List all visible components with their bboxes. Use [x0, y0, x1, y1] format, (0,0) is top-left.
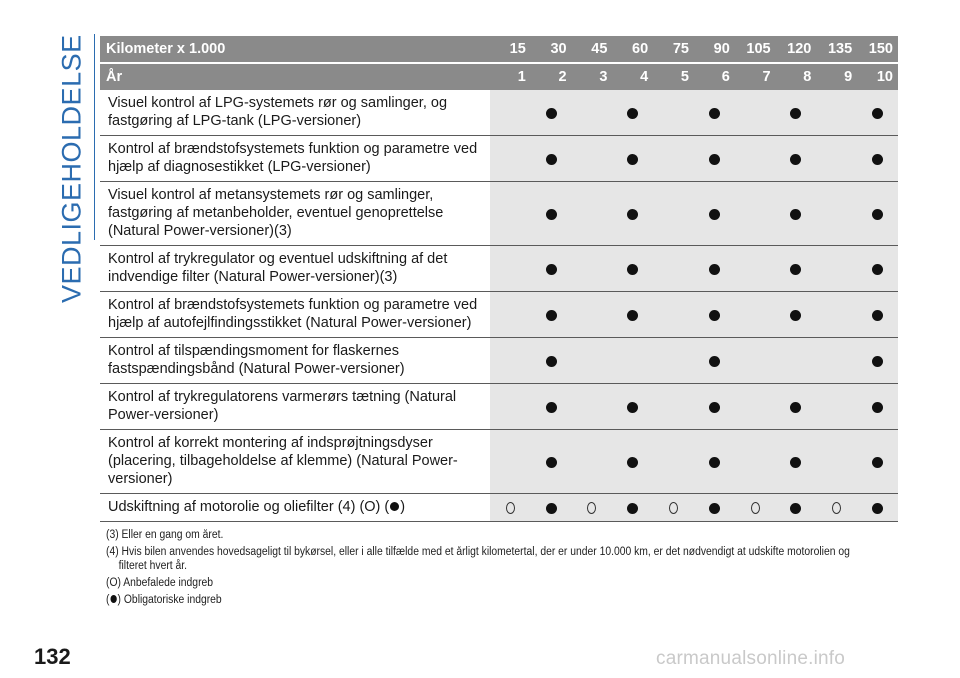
interval-cell: [776, 430, 817, 494]
interval-cell: [490, 246, 531, 292]
year-value: 5: [653, 63, 694, 90]
interval-cell: [735, 494, 776, 522]
interval-cell: [653, 136, 694, 182]
interval-cell: [816, 246, 857, 292]
interval-cell: [694, 494, 735, 522]
interval-cell: [776, 182, 817, 246]
operation-line: Kontrol af brændstofsystemets funktion og parametre ved: [108, 141, 478, 157]
interval-cell: [735, 384, 776, 430]
interval-cell: [816, 292, 857, 338]
year-value: 9: [816, 63, 857, 90]
interval-cell: [653, 90, 694, 136]
interval-cell: [735, 182, 776, 246]
filled-circle-icon: [709, 154, 720, 165]
filled-circle-icon: [546, 457, 557, 468]
operation-line: Power-versioner): [108, 407, 219, 423]
schedule-body: [100, 90, 898, 522]
table-row: [100, 430, 898, 494]
km-value: 120: [776, 36, 817, 63]
operation-description: [100, 90, 490, 136]
operation-line: (Natural Power-versioner)(3): [108, 223, 292, 239]
km-value: 15: [490, 36, 531, 63]
filled-circle-icon: [790, 264, 801, 275]
legend-mandatory: [106, 593, 895, 607]
interval-cell: [694, 292, 735, 338]
interval-cell: [857, 90, 898, 136]
interval-cell: [490, 430, 531, 494]
filled-circle-icon: [627, 154, 638, 165]
year-value: 7: [735, 63, 776, 90]
interval-cell: [490, 90, 531, 136]
operation-description: [100, 494, 490, 522]
interval-cell: [490, 384, 531, 430]
interval-cell: [816, 90, 857, 136]
filled-circle-icon: [709, 310, 720, 321]
year-value: 8: [776, 63, 817, 90]
hollow-circle-icon: [669, 502, 678, 514]
operation-line: Kontrol af trykregulatorens varmerørs tætning (Natural: [108, 389, 457, 405]
operation-line: indvendige filter (Natural Power-versioner)(3): [108, 269, 398, 285]
filled-circle-icon: [627, 209, 638, 220]
filled-circle-icon: [872, 264, 883, 275]
interval-cell: [816, 430, 857, 494]
interval-cell: [694, 246, 735, 292]
interval-cell: [776, 494, 817, 522]
interval-cell: [816, 494, 857, 522]
km-value: 75: [653, 36, 694, 63]
interval-cell: [857, 384, 898, 430]
interval-cell: [816, 136, 857, 182]
interval-cell: [612, 338, 653, 384]
table-row: [100, 182, 898, 246]
interval-cell: [572, 338, 613, 384]
filled-circle-icon: [872, 356, 883, 367]
interval-cell: [776, 384, 817, 430]
interval-cell: [653, 494, 694, 522]
interval-cell: [490, 182, 531, 246]
table-row: [100, 494, 898, 522]
year-value: 3: [572, 63, 613, 90]
interval-cell: [776, 292, 817, 338]
km-header-row: [100, 36, 898, 63]
interval-cell: [531, 338, 572, 384]
filled-circle-icon: [546, 310, 557, 321]
interval-cell: [735, 90, 776, 136]
filled-circle-icon: [709, 503, 720, 514]
footnote-4-line2: filteret hvert år.: [118, 560, 188, 572]
interval-cell: [694, 430, 735, 494]
filled-circle-icon: [627, 264, 638, 275]
filled-circle-icon: [709, 209, 720, 220]
interval-cell: [776, 338, 817, 384]
interval-cell: [857, 136, 898, 182]
interval-cell: [857, 494, 898, 522]
filled-circle-icon: [790, 209, 801, 220]
year-value: 6: [694, 63, 735, 90]
interval-cell: [694, 338, 735, 384]
filled-circle-icon: [709, 108, 720, 119]
filled-circle-icon: [790, 503, 801, 514]
filled-circle-icon: [790, 108, 801, 119]
footnote-3: (3) Eller en gang om året.: [106, 529, 224, 541]
interval-cell: [735, 430, 776, 494]
operation-line: Kontrol af trykregulator og eventuel udskiftning af det: [108, 251, 448, 267]
filled-circle-icon: [872, 154, 883, 165]
interval-cell: [816, 338, 857, 384]
interval-cell: [612, 384, 653, 430]
interval-cell: [572, 384, 613, 430]
km-value: 90: [694, 36, 735, 63]
interval-cell: [735, 136, 776, 182]
interval-cell: [857, 430, 898, 494]
legend-recommended: (O) Anbefalede indgreb: [106, 577, 214, 589]
interval-cell: [572, 494, 613, 522]
operation-line: Kontrol af tilspændingsmoment for flaskernes: [108, 343, 399, 359]
filled-circle-icon: [790, 402, 801, 413]
filled-circle-icon: [627, 108, 638, 119]
filled-circle-icon: [872, 209, 883, 220]
filled-circle-icon: [546, 503, 557, 514]
filled-circle-icon: [627, 457, 638, 468]
operation-description: [100, 246, 490, 292]
legend-mandatory-suffix: ) Obligatoriske indgreb: [117, 594, 222, 606]
maintenance-schedule-table: [100, 36, 898, 522]
year-value: 1: [490, 63, 531, 90]
operation-description: [100, 430, 490, 494]
interval-cell: [531, 384, 572, 430]
interval-cell: [694, 384, 735, 430]
operation-line: fastspændingsbånd (Natural Power-versioner): [108, 361, 405, 377]
year-value: 4: [612, 63, 653, 90]
interval-cell: [735, 246, 776, 292]
interval-cell: [490, 136, 531, 182]
interval-cell: [694, 182, 735, 246]
filled-circle-icon: [627, 503, 638, 514]
filled-circle-icon: [709, 264, 720, 275]
interval-cell: [857, 246, 898, 292]
operation-line: Visuel kontrol af metansystemets rør og samlinger,: [108, 187, 434, 203]
year-header-row: [100, 63, 898, 90]
km-value: 150: [857, 36, 898, 63]
interval-cell: [653, 338, 694, 384]
interval-cell: [572, 182, 613, 246]
interval-cell: [572, 136, 613, 182]
filled-circle-icon: [627, 402, 638, 413]
filled-circle-icon: [790, 310, 801, 321]
interval-cell: [694, 136, 735, 182]
legend-mandatory-prefix: (: [106, 594, 110, 606]
operation-line: hjælp af diagnosestikket (LPG-versioner): [108, 159, 371, 175]
interval-cell: [735, 292, 776, 338]
footnote-4-line1: (4) Hvis bilen anvendes hovedsageligt til bykørsel, eller i alle tilfælde med et årligt kilometertal, der er under 10.000 km, er det nødvendigt at udskifte motorolien og: [106, 546, 850, 558]
interval-cell: [612, 136, 653, 182]
operation-line: Udskiftning af motorolie og oliefilter (4) (O) (: [108, 499, 390, 515]
year-label: År: [100, 63, 490, 90]
operation-description: [100, 292, 490, 338]
interval-cell: [653, 246, 694, 292]
interval-cell: [857, 292, 898, 338]
interval-cell: [612, 494, 653, 522]
hollow-circle-icon: [751, 502, 760, 514]
filled-circle-icon: [790, 154, 801, 165]
interval-cell: [776, 246, 817, 292]
table-row: [100, 246, 898, 292]
filled-circle-icon: [546, 209, 557, 220]
interval-cell: [531, 246, 572, 292]
km-value: 30: [531, 36, 572, 63]
operation-suffix: ): [400, 499, 406, 515]
interval-cell: [531, 182, 572, 246]
table-row: [100, 292, 898, 338]
section-title: VEDLIGEHOLDELSE: [56, 34, 87, 303]
interval-cell: [612, 90, 653, 136]
interval-cell: [816, 182, 857, 246]
interval-cell: [572, 292, 613, 338]
filled-circle-icon: [627, 310, 638, 321]
interval-cell: [612, 292, 653, 338]
filled-circle-icon: [110, 595, 116, 603]
interval-cell: [572, 430, 613, 494]
year-value: 10: [857, 63, 898, 90]
interval-cell: [857, 338, 898, 384]
km-value: 105: [735, 36, 776, 63]
interval-cell: [531, 90, 572, 136]
hollow-circle-icon: [587, 502, 596, 514]
operation-description: [100, 136, 490, 182]
footnotes: [106, 528, 896, 610]
km-value: 135: [816, 36, 857, 63]
page-number: 132: [34, 644, 71, 669]
operation-line: Visuel kontrol af LPG-systemets rør og samlinger, og: [108, 95, 448, 111]
filled-circle-icon: [546, 402, 557, 413]
filled-circle-icon: [790, 457, 801, 468]
interval-cell: [653, 292, 694, 338]
operation-description: [100, 384, 490, 430]
km-value: 60: [612, 36, 653, 63]
interval-cell: [816, 384, 857, 430]
filled-circle-icon: [546, 108, 557, 119]
operation-description: [100, 182, 490, 246]
filled-circle-icon: [872, 310, 883, 321]
filled-circle-icon: [872, 503, 883, 514]
operation-line: versioner): [108, 471, 173, 487]
interval-cell: [490, 338, 531, 384]
table-row: [100, 338, 898, 384]
interval-cell: [572, 246, 613, 292]
interval-cell: [653, 182, 694, 246]
interval-cell: [857, 182, 898, 246]
interval-cell: [531, 430, 572, 494]
operation-line: Kontrol af brændstofsystemets funktion og parametre ved: [108, 297, 478, 313]
operation-line: fastgøring af LPG-tank (LPG-versioner): [108, 113, 362, 129]
operation-line: fastgøring af metanbeholder, eventuel genoprettelse: [108, 205, 444, 221]
interval-cell: [612, 246, 653, 292]
filled-circle-icon: [546, 264, 557, 275]
filled-circle-icon: [872, 402, 883, 413]
section-rule: [94, 34, 95, 240]
hollow-circle-icon: [506, 502, 515, 514]
filled-circle-icon: [872, 108, 883, 119]
interval-cell: [694, 90, 735, 136]
filled-circle-icon: [872, 457, 883, 468]
filled-circle-icon: [709, 402, 720, 413]
interval-cell: [531, 136, 572, 182]
interval-cell: [735, 338, 776, 384]
filled-circle-icon: [709, 356, 720, 367]
interval-cell: [490, 494, 531, 522]
interval-cell: [612, 182, 653, 246]
filled-circle-icon: [390, 502, 399, 511]
operation-line: hjælp af autofejlfindingsstikket (Natural Power-versioner): [108, 315, 472, 331]
interval-cell: [490, 292, 531, 338]
km-value: 45: [572, 36, 613, 63]
hollow-circle-icon: [832, 502, 841, 514]
km-label: Kilometer x 1.000: [100, 36, 490, 63]
filled-circle-icon: [709, 457, 720, 468]
filled-circle-icon: [546, 154, 557, 165]
table-row: [100, 90, 898, 136]
interval-cell: [653, 430, 694, 494]
operation-description: [100, 338, 490, 384]
filled-circle-icon: [546, 356, 557, 367]
footnote-4: [106, 545, 895, 573]
interval-cell: [612, 430, 653, 494]
year-value: 2: [531, 63, 572, 90]
interval-cell: [776, 90, 817, 136]
interval-cell: [572, 90, 613, 136]
watermark: carmanualsonline.info: [656, 648, 846, 669]
table-row: [100, 384, 898, 430]
table-row: [100, 136, 898, 182]
interval-cell: [653, 384, 694, 430]
operation-line: Kontrol af korrekt montering af indsprøjtningsdyser: [108, 435, 433, 451]
operation-line: (placering, tilbageholdelse af klemme) (Natural Power-: [108, 453, 458, 469]
interval-cell: [776, 136, 817, 182]
interval-cell: [531, 494, 572, 522]
interval-cell: [531, 292, 572, 338]
